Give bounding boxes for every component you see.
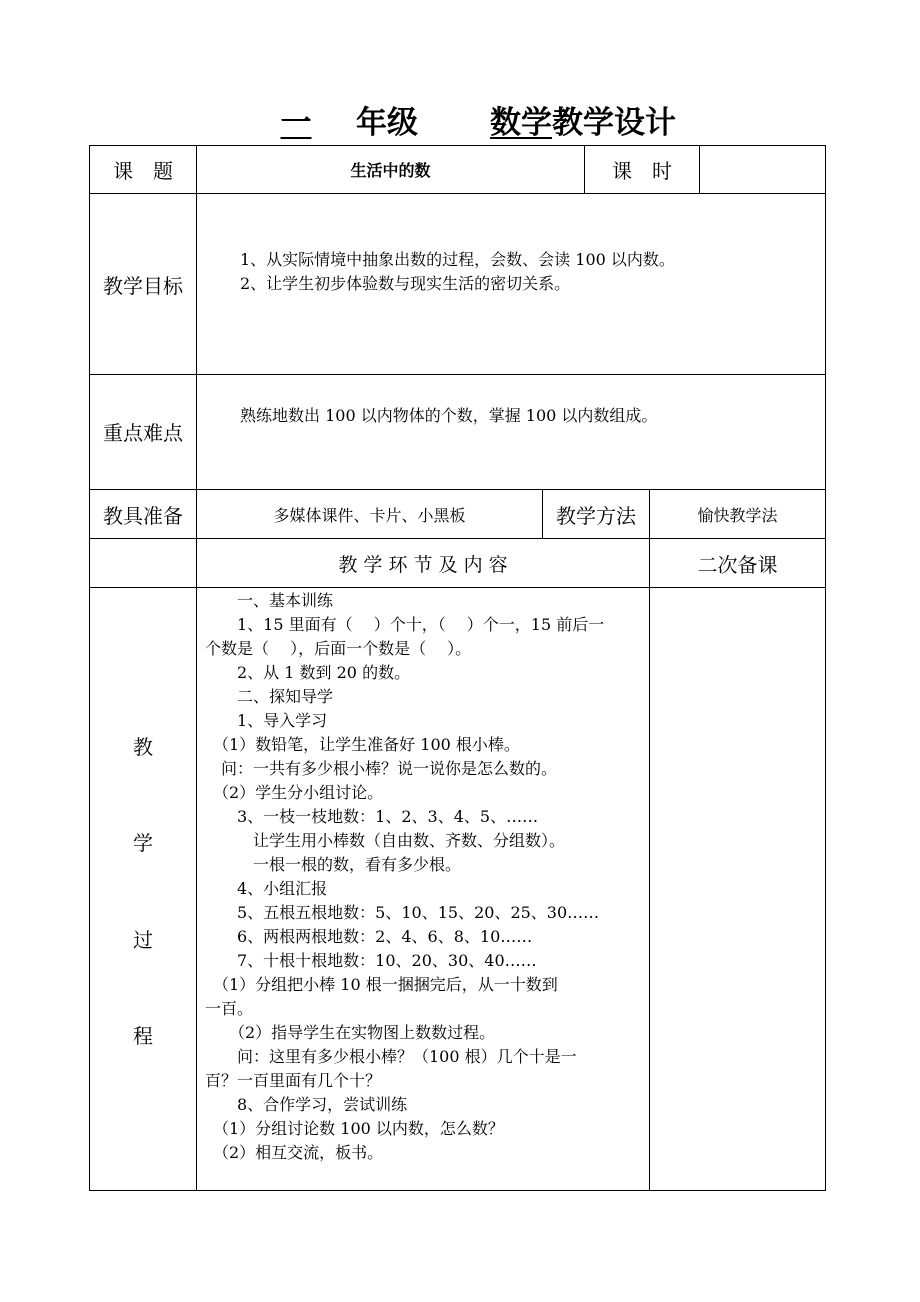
method-value: 愉快教学法 <box>697 505 778 525</box>
process-line: （2）指导学生在实物图上数数过程。 <box>205 1023 496 1042</box>
process-line: （1）数铅笔，让学生准备好 100 根小棒。 <box>205 735 520 754</box>
process-line: 让学生用小棒数（自由数、齐数、分组数）。 <box>205 831 566 850</box>
period-label: 课 时 <box>612 159 672 183</box>
goal-item: 2、让学生初步体验数与现实生活的密切关系。 <box>240 274 571 293</box>
process-line: 1、15 里面有（ ）个十，（ ）个一，15 前后一 <box>205 615 605 634</box>
process-line: 7、十根十根地数：10、20、30、40…… <box>205 951 537 970</box>
process-line: 5、五根五根地数：5、10、15、20、25、30…… <box>205 903 600 922</box>
process-line: 二、探知导学 <box>205 687 334 706</box>
period-value <box>700 146 825 193</box>
method-label: 教学方法 <box>556 503 636 528</box>
process-label-char: 教 <box>133 734 153 759</box>
table-divider <box>196 145 197 1191</box>
grade-value: 一 <box>280 105 312 141</box>
topic-label: 课 题 <box>113 159 173 183</box>
page-title <box>236 102 676 144</box>
process-line: （1）分组把小棒 10 根一捆捆完后，从一十数到 <box>205 975 558 994</box>
subject-value: 数学 <box>490 105 552 141</box>
process-line: （2）学生分小组讨论。 <box>205 783 384 802</box>
process-line: 2、从 1 数到 20 的数。 <box>205 663 411 682</box>
process-line: 问：一共有多少根小棒？说一说你是怎么数的。 <box>205 759 558 778</box>
process-label-char: 过 <box>133 927 153 952</box>
process-line: 百？一百里面有几个十？ <box>205 1071 382 1090</box>
process-line: 6、两根两根地数：2、4、6、8、10…… <box>205 927 533 946</box>
process-content <box>205 589 604 1165</box>
goals-label: 教学目标 <box>103 273 183 298</box>
process-line: 1、导入学习 <box>205 711 328 730</box>
table-divider <box>89 374 826 375</box>
process-line: 一根一根的数，看有多少根。 <box>205 855 462 874</box>
content-header: 教 学 环 节 及 内 容 <box>338 553 508 576</box>
goals-text <box>240 248 675 296</box>
table-divider <box>89 587 826 588</box>
tools-label: 教具准备 <box>103 503 183 528</box>
process-line: 问：这里有多少根小棒？（100 根）几个十是一 <box>205 1047 577 1066</box>
backup-header: 二次备课 <box>697 552 778 577</box>
process-line: 个数是（ ），后面一个数是（ ）。 <box>205 639 472 658</box>
doc-type: 教学设计 <box>552 105 676 141</box>
grade-suffix: 年级 <box>356 105 418 141</box>
process-line: 8、合作学习，尝试训练 <box>205 1095 408 1114</box>
process-line: 一百。 <box>205 999 254 1018</box>
key-points-label: 重点难点 <box>103 420 183 445</box>
table-border-right <box>825 145 826 1191</box>
process-line: 一、基本训练 <box>205 591 334 610</box>
process-label-char: 学 <box>133 830 153 855</box>
goal-item: 1、从实际情境中抽象出数的过程，会数、会读 100 以内数。 <box>240 250 675 269</box>
topic-value: 生活中的数 <box>350 161 431 180</box>
process-line: （1）分组讨论数 100 以内数，怎么数？ <box>205 1119 504 1138</box>
table-border-bottom <box>89 1190 826 1191</box>
process-line: （2）相互交流，板书。 <box>205 1143 384 1162</box>
table-divider <box>89 193 826 194</box>
tools-value: 多媒体课件、卡片、小黑板 <box>273 505 466 525</box>
process-line: 4、小组汇报 <box>205 879 328 898</box>
process-line: 3、一枝一枝地数：1、2、3、4、5、…… <box>205 807 539 826</box>
table-divider <box>649 489 650 1191</box>
process-label-char: 程 <box>133 1023 153 1048</box>
key-points-text: 熟练地数出 100 以内物体的个数，掌握 100 以内数组成。 <box>240 406 658 425</box>
